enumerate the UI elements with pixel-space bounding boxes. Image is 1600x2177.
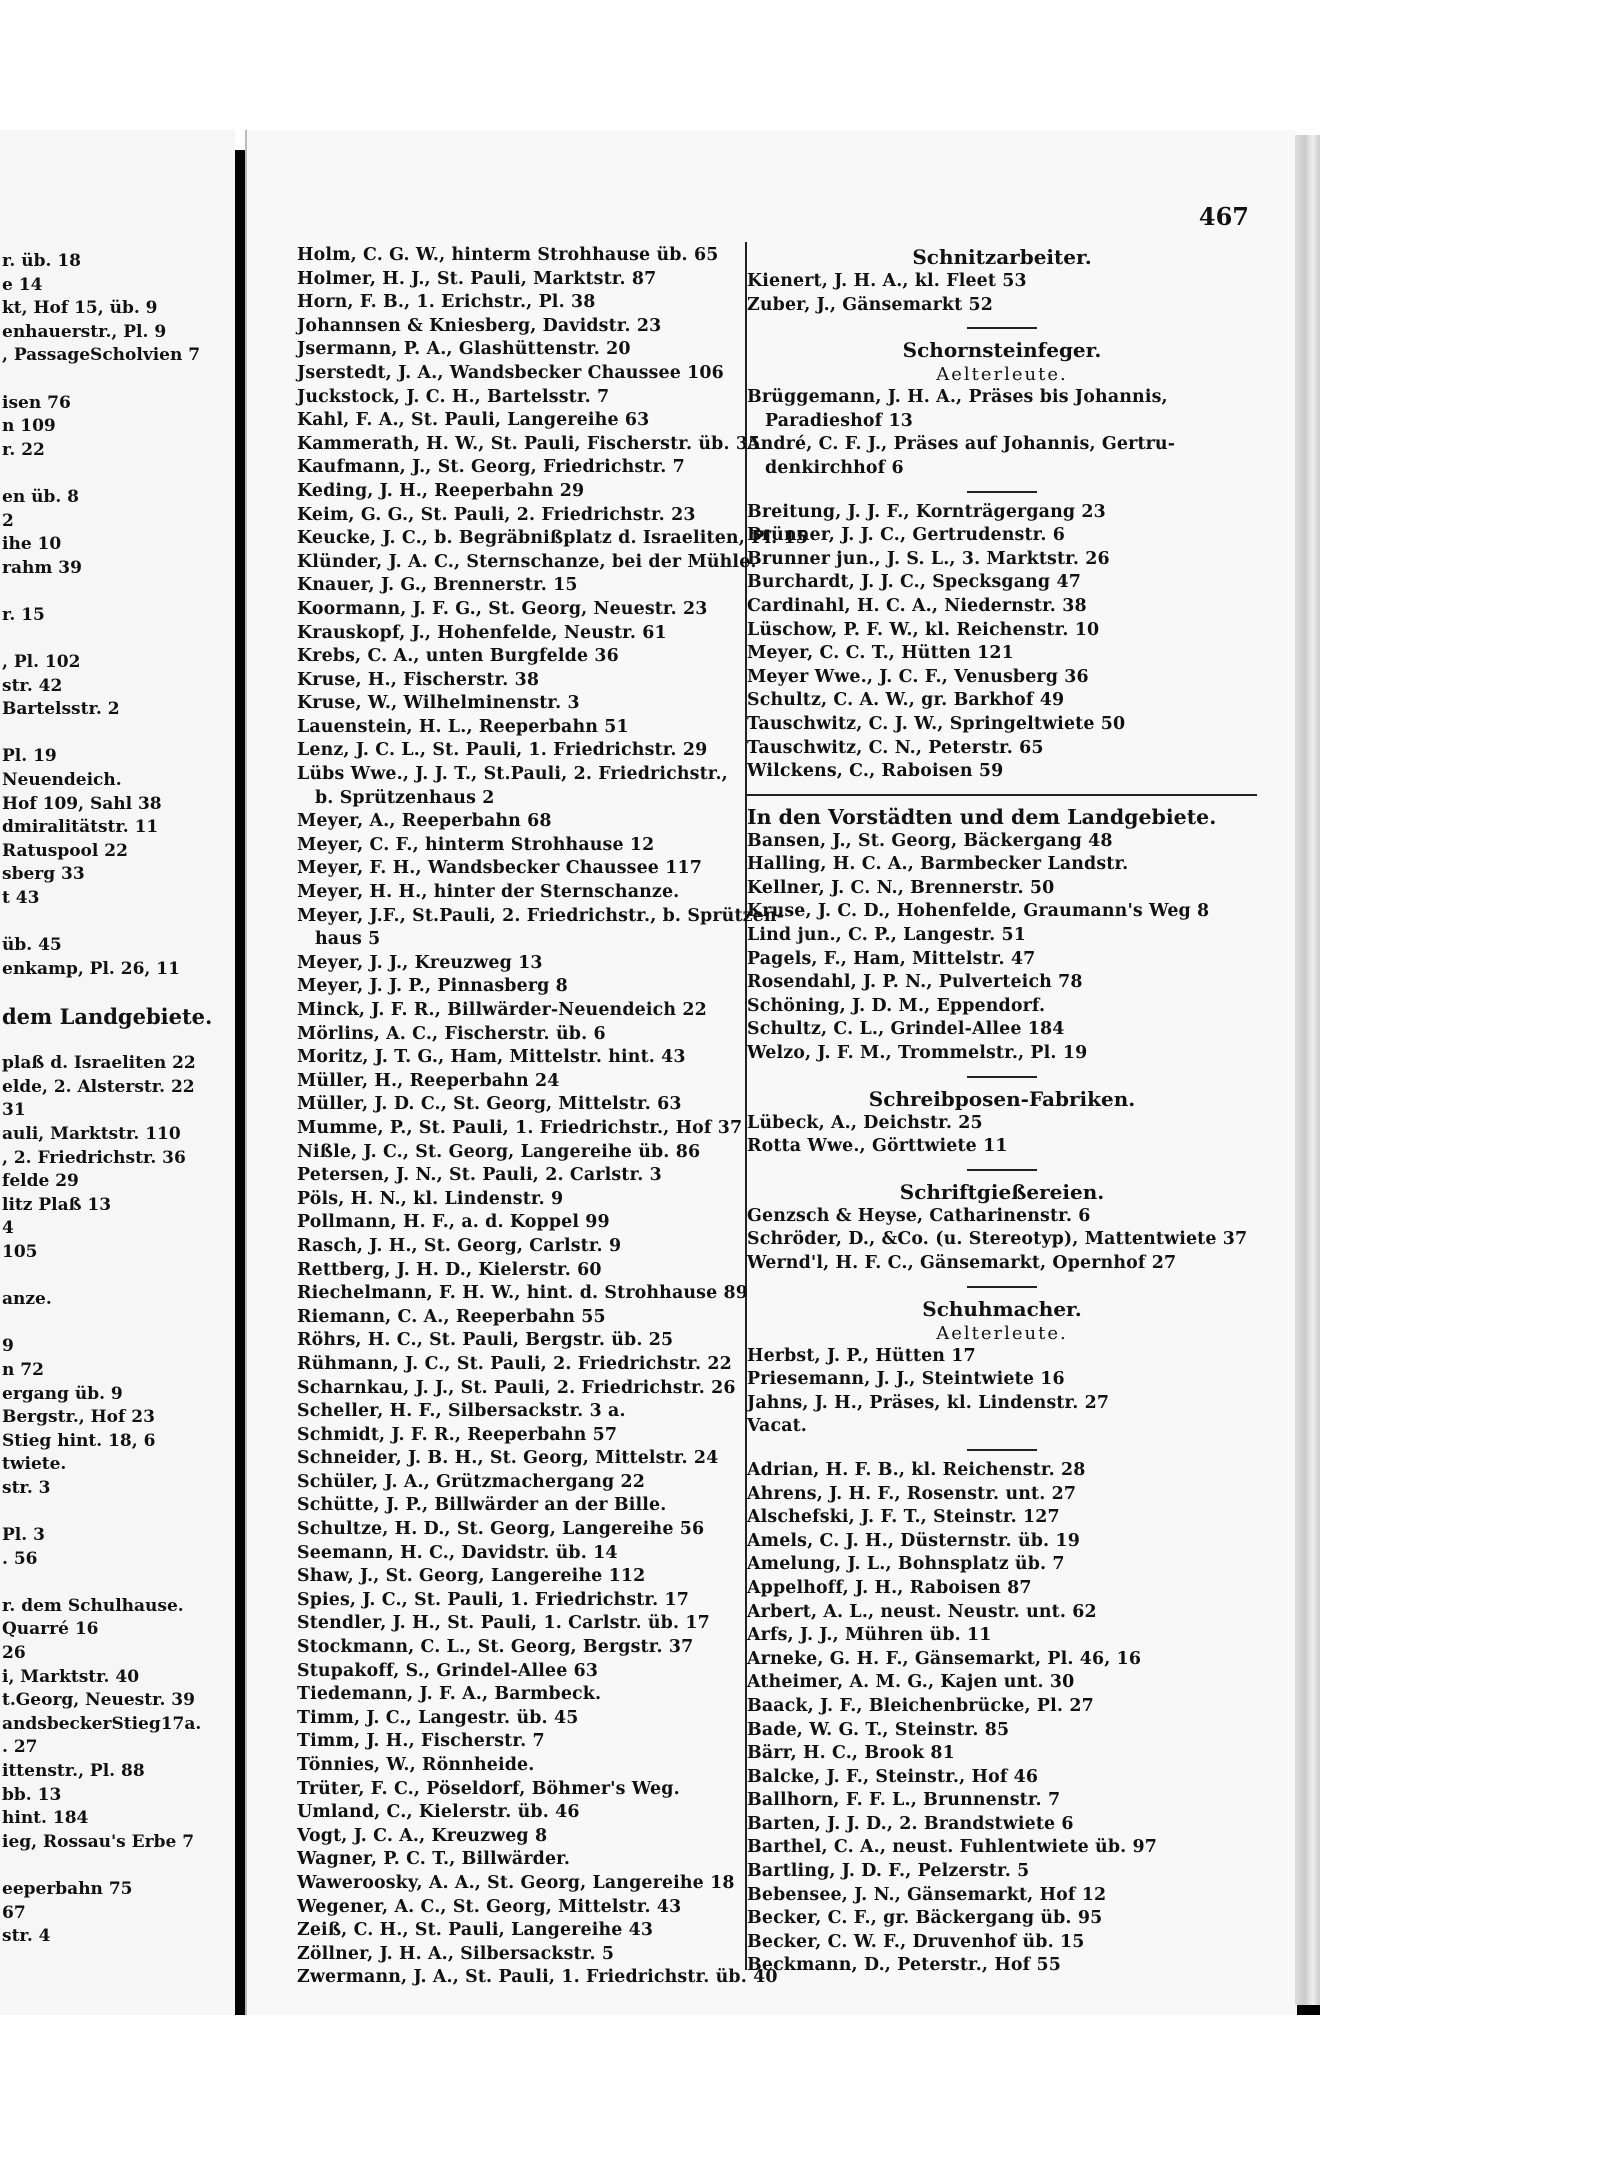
left-page-line: rahm 39 [2,557,82,578]
directory-entry: Brünner, J. J. C., Gertrudenstr. 6 [747,525,1066,546]
directory-entry: Tauschwitz, C. J. W., Springeltwiete 50 [747,713,1126,734]
directory-entry: Nißle, J. C., St. Georg, Langereihe üb. 86 [297,1141,701,1162]
directory-entry: Lübeck, A., Deichstr. 25 [747,1112,983,1133]
directory-entry: Lind jun., C. P., Langestr. 51 [747,925,1027,946]
directory-entry: Lübs Wwe., J. J. T., St.Pauli, 2. Friedrichstr., [297,764,728,785]
section-heading-schnitzarbeiter: Schnitzarbeiter. [912,245,1092,269]
directory-entry: Petersen, J. N., St. Pauli, 2. Carlstr. 3 [297,1165,662,1186]
left-page-line: str. 42 [2,675,63,696]
directory-entry: Röhrs, H. C., St. Pauli, Bergstr. üb. 25 [297,1330,674,1351]
left-page-line: 4 [2,1218,14,1239]
left-page-line: sberg 33 [2,864,85,885]
schnitzarbeiter-list [747,270,1257,317]
directory-entry: Knauer, J. G., Brennerstr. 15 [297,575,578,596]
left-page-line [0,580,225,604]
directory-entry: Genzsch & Heyse, Catharinenstr. 6 [747,1205,1091,1226]
left-page-line: Ratuspool 22 [2,840,128,861]
directory-entry: Schmidt, J. F. R., Reeperbahn 57 [297,1424,618,1445]
left-page-line: anze. [2,1289,52,1310]
left-page-line: felde 29 [2,1171,79,1192]
left-page-line: e 14 [2,274,43,295]
directory-entry: Becker, C. F., gr. Bäckergang üb. 95 [747,1908,1103,1929]
schreibposen-list [747,1112,1257,1159]
left-page-line: bb. 13 [2,1784,62,1805]
directory-entry: haus 5 [315,929,381,950]
left-page-line: , PassageScholvien 7 [2,345,201,366]
directory-entry: Kruse, H., Fischerstr. 38 [297,669,540,690]
directory-entry: Pollmann, H. F., a. d. Koppel 99 [297,1212,610,1233]
left-page-line: litz Plaß 13 [2,1194,112,1215]
directory-entry: Trüter, F. C., Pöseldorf, Böhmer's Weg. [297,1778,680,1799]
directory-entry: Holmer, H. J., St. Pauli, Marktstr. 87 [297,268,657,289]
left-page-line: i, Marktstr. 40 [2,1666,140,1687]
section-rule-wide [747,784,1257,804]
vorstaedte-list [747,830,1257,1066]
left-page-line: str. 4 [2,1926,51,1947]
directory-entry: Bade, W. G. T., Steinstr. 85 [747,1719,1010,1740]
directory-entry: Appelhoff, J. H., Raboisen 87 [747,1577,1032,1598]
left-page-line [0,1029,225,1053]
schriftgiessereien-list [747,1205,1257,1276]
left-page-line: Bartelsstr. 2 [2,699,120,720]
directory-entry: Meyer, C. C. T., Hütten 121 [747,643,1014,664]
directory-entry: Meyer, C. F., hinterm Strohhause 12 [297,834,655,855]
subheading-aelterleute: Aelterleute. [936,364,1068,386]
directory-entry: Umland, C., Kielerstr. üb. 46 [297,1802,580,1823]
directory-entry: Rotta Wwe., Görttwiete 11 [747,1136,1008,1157]
directory-entry: Kellner, J. C. N., Brennerstr. 50 [747,877,1055,898]
directory-entry: Bansen, J., St. Georg, Bäckergang 48 [747,830,1113,851]
directory-entry: b. Sprützenhaus 2 [315,787,495,808]
left-page-line: n 109 [2,416,56,437]
directory-entry: Horn, F. B., 1. Erichstr., Pl. 38 [297,292,596,313]
directory-entry: Kruse, J. C. D., Hohenfelde, Graumann's Weg 8 [747,901,1210,922]
left-page-line [0,368,225,392]
directory-entry: Zeiß, C. H., St. Pauli, Langereihe 43 [297,1920,654,1941]
directory-entry: Jsermann, P. A., Glashüttenstr. 20 [297,339,631,360]
left-page-line [0,1854,225,1878]
directory-entry: Breitung, J. J. F., Kornträgergang 23 [747,501,1106,522]
directory-entry: André, C. F. J., Präses auf Johannis, Gertru- [747,434,1176,455]
directory-entry: denkirchhof 6 [765,457,904,478]
directory-entry: Mörlins, A. C., Fischerstr. üb. 6 [297,1023,606,1044]
section-heading-schreibposen: Schreibposen-Fabriken. [868,1086,1136,1111]
left-page-line: dmiralitätstr. 11 [2,817,159,838]
directory-entry: Seemann, H. C., Davidstr. üb. 14 [297,1542,618,1563]
left-page-line: r. 15 [2,604,45,625]
left-page-line: Pl. 3 [2,1525,45,1546]
directory-entry: Wegener, A. C., St. Georg, Mittelstr. 43 [297,1896,682,1917]
directory-entry: Halling, H. C. A., Barmbecker Landstr. [747,854,1129,875]
directory-entry: Balcke, J. F., Steinstr., Hof 46 [747,1766,1039,1787]
directory-entry: Wagner, P. C. T., Billwärder. [297,1849,571,1870]
directory-entry: Kruse, W., Wilhelminenstr. 3 [297,693,580,714]
directory-entry: Cardinahl, H. C. A., Niedernstr. 38 [747,595,1087,616]
section-heading-schuhmacher: Schuhmacher. [922,1296,1082,1321]
left-page-line [0,722,225,746]
directory-entry: Stockmann, C. L., St. Georg, Bergstr. 37 [297,1637,694,1658]
left-page-line: ihe 10 [2,534,62,555]
directory-page [245,130,1297,2015]
left-page-line [0,1500,225,1524]
scan-background-right [1320,0,1600,2177]
page-number: 467 [1198,202,1249,231]
left-page-line: str. 3 [2,1477,51,1498]
left-page-line: . 56 [2,1548,38,1569]
section-rule [747,1159,1257,1179]
directory-entry: Moritz, J. T. G., Ham, Mittelstr. hint. 43 [297,1047,686,1068]
left-page-line: Bergstr., Hof 23 [2,1407,155,1428]
directory-entry: Rosendahl, J. P. N., Pulverteich 78 [747,972,1083,993]
directory-entry: Juckstock, J. C. H., Bartelsstr. 7 [297,386,610,407]
directory-entry: Rühmann, J. C., St. Pauli, 2. Friedrichstr. 22 [297,1353,732,1374]
left-page-line: 67 [2,1902,26,1923]
left-page-line [0,1571,225,1595]
directory-entry: Tiedemann, J. F. A., Barmbeck. [297,1684,602,1705]
directory-entry: Holm, C. G. W., hinterm Strohhause üb. 65 [297,245,719,265]
directory-entry: Burchardt, J. J. C., Specksgang 47 [747,572,1081,593]
directory-entry: Koormann, J. F. G., St. Georg, Neuestr. 23 [297,598,708,619]
directory-entry: Bartling, J. D. F., Pelzerstr. 5 [747,1861,1030,1882]
directory-entry: Meyer, J. J. P., Pinnasberg 8 [297,976,568,997]
left-page-line: plaß d. Israeliten 22 [2,1053,196,1074]
left-page-line: r. dem Schulhause. [2,1595,184,1616]
schornsteinfeger-aelterleute-list [747,386,1257,480]
directory-entry: Tönnies, W., Rönnheide. [297,1755,535,1775]
directory-entry: Barthel, C. A., neust. Fuhlentwiete üb. 97 [747,1837,1158,1858]
directory-entry: Kienert, J. H. A., kl. Fleet 53 [747,271,1027,291]
left-page-line: twiete. [2,1454,67,1475]
left-page-line [0,981,225,1005]
directory-entry: Meyer, J. J., Kreuzweg 13 [297,952,543,973]
left-page-line: ergang üb. 9 [2,1383,123,1404]
directory-entry: Schöning, J. D. M., Eppendorf. [747,995,1046,1016]
left-page-line [0,462,225,486]
section-rule [747,317,1257,337]
left-page-line: n 72 [2,1359,44,1380]
directory-entry: Alschefski, J. F. T., Steinstr. 127 [747,1507,1060,1528]
directory-entry: Meyer, A., Reeperbahn 68 [297,811,552,832]
directory-entry: Zuber, J., Gänsemarkt 52 [747,294,993,315]
directory-entry: Schröder, D., &Co. (u. Stereotyp), Mattentwiete 37 [747,1229,1248,1250]
directory-entry: Rettberg, J. H. D., Kielerstr. 60 [297,1259,602,1280]
directory-entry: Stendler, J. H., St. Pauli, 1. Carlstr. üb. 17 [297,1613,710,1634]
directory-entry: Meyer, H. H., hinter der Sternschanze. [297,882,680,903]
directory-entry: Keim, G. G., St. Pauli, 2. Friedrichstr. 23 [297,504,696,525]
directory-entry: Timm, J. H., Fischerstr. 7 [297,1731,545,1752]
left-page-line: Neuendeich. [2,770,122,791]
left-page-line: hint. 184 [2,1808,89,1829]
directory-entry: Mumme, P., St. Pauli, 1. Friedrichstr., Hof 37 [297,1117,743,1138]
directory-entry: Lüschow, P. F. W., kl. Reichenstr. 10 [747,619,1100,640]
directory-entry: Brüggemann, J. H. A., Präses bis Johannis, [747,387,1168,408]
directory-entry: Becker, C. W. F., Druvenhof üb. 15 [747,1931,1085,1952]
directory-entry: Kahl, F. A., St. Pauli, Langereihe 63 [297,410,650,431]
left-page-fragment [0,130,235,2015]
left-page-line: , 2. Friedrichstr. 36 [2,1147,186,1168]
directory-entry: Lenz, J. C. L., St. Pauli, 1. Friedrichstr. 29 [297,740,708,761]
directory-entry: Arbert, A. L., neust. Neustr. unt. 62 [747,1601,1097,1622]
directory-entry: Vacat. [747,1416,808,1437]
directory-entry: Barten, J. J. D., 2. Brandstwiete 6 [747,1813,1074,1834]
directory-entry: Keucke, J. C., b. Begräbnißplatz d. Israeliten, Pl. 15 [297,528,809,549]
directory-entry: Ballhorn, F. F. L., Brunnenstr. 7 [747,1790,1061,1811]
left-page-line: enkamp, Pl. 26, 11 [2,958,180,979]
left-page-line: ieg, Rossau's Erbe 7 [2,1831,195,1852]
directory-entry: Zwermann, J. A., St. Pauli, 1. Friedrichstr. üb. 40 [297,1967,778,1988]
left-page-line [0,628,225,652]
directory-entry: Meyer Wwe., J. C. F., Venusberg 36 [747,666,1089,687]
directory-entry: Stupakoff, S., Grindel-Allee 63 [297,1660,599,1681]
section-rule [747,481,1257,501]
left-page-line: , Pl. 102 [2,652,81,673]
left-page-line: 9 [2,1336,14,1357]
directory-entry: Keding, J. H., Reeperbahn 29 [297,480,585,501]
left-page-line: 26 [2,1643,26,1664]
directory-entry: Baack, J. F., Bleichenbrücke, Pl. 27 [747,1695,1094,1716]
directory-entry: Schneider, J. B. H., St. Georg, Mittelstr. 24 [297,1448,719,1469]
directory-entry: Müller, H., Reeperbahn 24 [297,1070,560,1091]
left-page-line: elde, 2. Alsterstr. 22 [2,1076,195,1097]
section-heading-schornsteinfeger: Schornsteinfeger. [902,338,1102,363]
directory-entry: Zöllner, J. H. A., Silbersackstr. 5 [297,1943,615,1964]
left-page-line: 31 [2,1100,26,1121]
left-page-line: dem Landgebiete. [2,1004,213,1029]
left-page-line: en üb. 8 [2,486,80,507]
directory-entry: Rasch, J. H., St. Georg, Carlstr. 9 [297,1235,622,1256]
directory-entry: Minck, J. F. R., Billwärder-Neuendeich 22 [297,1000,707,1020]
directory-entry: Arneke, G. H. F., Gänsemarkt, Pl. 46, 16 [747,1648,1142,1669]
left-page-line [0,911,225,935]
directory-entry: Riechelmann, F. H. W., hint. d. Strohhause 89 [297,1283,749,1304]
directory-entry: Kammerath, H. W., St. Pauli, Fischerstr. üb. 35 [297,433,761,454]
directory-entry: Vogt, J. C. A., Kreuzweg 8 [297,1825,548,1846]
right-column [747,244,1257,1978]
directory-entry: Meyer, J.F., St.Pauli, 2. Friedrichstr., b. Sprützen- [297,905,785,926]
directory-entry: Johannsen & Kniesberg, Davidstr. 23 [297,315,662,336]
left-page-line: kt, Hof 15, üb. 9 [2,298,158,319]
directory-entry: Beckmann, D., Peterstr., Hof 55 [747,1955,1061,1976]
directory-entry: Herbst, J. P., Hütten 17 [747,1345,976,1366]
directory-entry: Jahns, J. H., Präses, kl. Lindenstr. 27 [747,1392,1110,1413]
schuhmacher-aelterleute-list [747,1345,1257,1439]
directory-entry: Krauskopf, J., Hohenfelde, Neustr. 61 [297,622,667,643]
section-heading-schriftgiessereien: Schriftgießereien. [899,1179,1105,1204]
directory-entry: Schultze, H. D., St. Georg, Langereihe 56 [297,1519,705,1540]
left-page-line: auli, Marktstr. 110 [2,1123,181,1144]
left-page-line: 105 [2,1241,38,1262]
directory-entry: Atheimer, A. M. G., Kajen unt. 30 [747,1672,1075,1693]
left-page-line [0,1312,225,1336]
directory-entry: Priesemann, J. J., Steintwiete 16 [747,1369,1065,1390]
left-page-line: üb. 45 [2,935,62,956]
left-page-line: Hof 109, Sahl 38 [2,793,162,814]
left-page-line: t 43 [2,888,40,909]
directory-entry: Wilckens, C., Raboisen 59 [747,761,1004,782]
directory-entry: Krebs, C. A., unten Burgfelde 36 [297,646,619,667]
left-page-line [0,1265,225,1289]
section-heading-vorstaedte: In den Vorstädten und dem Landgebiete. [747,804,1217,829]
directory-entry: Riemann, C. A., Reeperbahn 55 [297,1306,606,1327]
schuhmacher-list [747,1459,1257,1978]
directory-entry: Brunner jun., J. S. L., 3. Marktstr. 26 [747,548,1110,569]
left-page-line: eeperbahn 75 [2,1878,133,1899]
directory-entry: Schütte, J. P., Billwärder an der Bille. [297,1495,667,1516]
left-page-line: Stieg hint. 18, 6 [2,1430,156,1451]
left-page-text [0,250,225,1949]
left-page-line: isen 76 [2,392,71,413]
directory-entry: Jserstedt, J. A., Wandsbecker Chaussee 106 [297,362,724,383]
left-page-line: enhauerstr., Pl. 9 [2,321,167,342]
directory-entry: Schüler, J. A., Grützmachergang 22 [297,1471,646,1492]
directory-entry: Amelung, J. L., Bohnsplatz üb. 7 [747,1554,1065,1575]
directory-entry: Schultz, C. L., Grindel-Allee 184 [747,1019,1065,1040]
left-page-line: ittenstr., Pl. 88 [2,1761,145,1781]
directory-entry: Bärr, H. C., Brook 81 [747,1743,955,1764]
directory-entry: Wernd'l, H. F. C., Gänsemarkt, Opernhof 27 [747,1253,1177,1273]
directory-entry: Pagels, F., Ham, Mittelstr. 47 [747,948,1036,969]
left-page-line: r. üb. 18 [2,251,81,271]
left-page-line: Quarré 16 [2,1619,99,1640]
directory-entry: Bebensee, J. N., Gänsemarkt, Hof 12 [747,1884,1107,1905]
directory-entry: Tauschwitz, C. N., Peterstr. 65 [747,737,1044,758]
directory-entry: Waweroosky, A. A., St. Georg, Langereihe 18 [297,1872,735,1893]
section-rule [747,1439,1257,1459]
directory-entry: Arfs, J. J., Mühren üb. 11 [747,1625,992,1646]
directory-entry: Shaw, J., St. Georg, Langereihe 112 [297,1566,646,1587]
subheading-aelterleute: Aelterleute. [936,1322,1068,1344]
directory-entry: Adrian, H. F. B., kl. Reichenstr. 28 [747,1459,1086,1480]
page-edge [1295,135,1320,2005]
directory-entry: Timm, J. C., Langestr. üb. 45 [297,1707,579,1728]
directory-entry: Schultz, C. A. W., gr. Barkhof 49 [747,690,1065,711]
left-page-line: t.Georg, Neuestr. 39 [2,1690,195,1711]
directory-entry: Lauenstein, H. L., Reeperbahn 51 [297,716,629,737]
directory-entry: Kaufmann, J., St. Georg, Friedrichstr. 7 [297,457,685,478]
directory-entry: Ahrens, J. H. F., Rosenstr. unt. 27 [747,1483,1077,1504]
directory-entry: Klünder, J. A. C., Sternschanze, bei der Mühle. [297,551,757,572]
directory-entry: Spies, J. C., St. Pauli, 1. Friedrichstr. 17 [297,1589,690,1610]
directory-entry: Pöls, H. N., kl. Lindenstr. 9 [297,1188,564,1209]
directory-entry: Amels, C. J. H., Düsternstr. üb. 19 [747,1530,1080,1551]
left-page-line: 2 [2,510,14,531]
left-page-line: r. 22 [2,439,45,460]
directory-entry: Paradieshof 13 [765,410,914,431]
directory-entry: Scharnkau, J. J., St. Pauli, 2. Friedrichstr. 26 [297,1377,736,1398]
left-page-line: andsbeckerStieg17a. [2,1713,202,1734]
left-page-line: Pl. 19 [2,746,57,767]
directory-entry: Meyer, F. H., Wandsbecker Chaussee 117 [297,858,702,879]
section-rule [747,1066,1257,1086]
section-rule [747,1276,1257,1296]
directory-entry: Müller, J. D. C., St. Georg, Mittelstr. 63 [297,1094,682,1115]
schornsteinfeger-list [747,501,1257,784]
scan-background-bottom [0,2015,1600,2177]
left-page-line: . 27 [2,1737,38,1758]
directory-entry: Welzo, J. F. M., Trommelstr., Pl. 19 [747,1043,1088,1064]
directory-entry: Scheller, H. F., Silbersackstr. 3 a. [297,1401,626,1422]
